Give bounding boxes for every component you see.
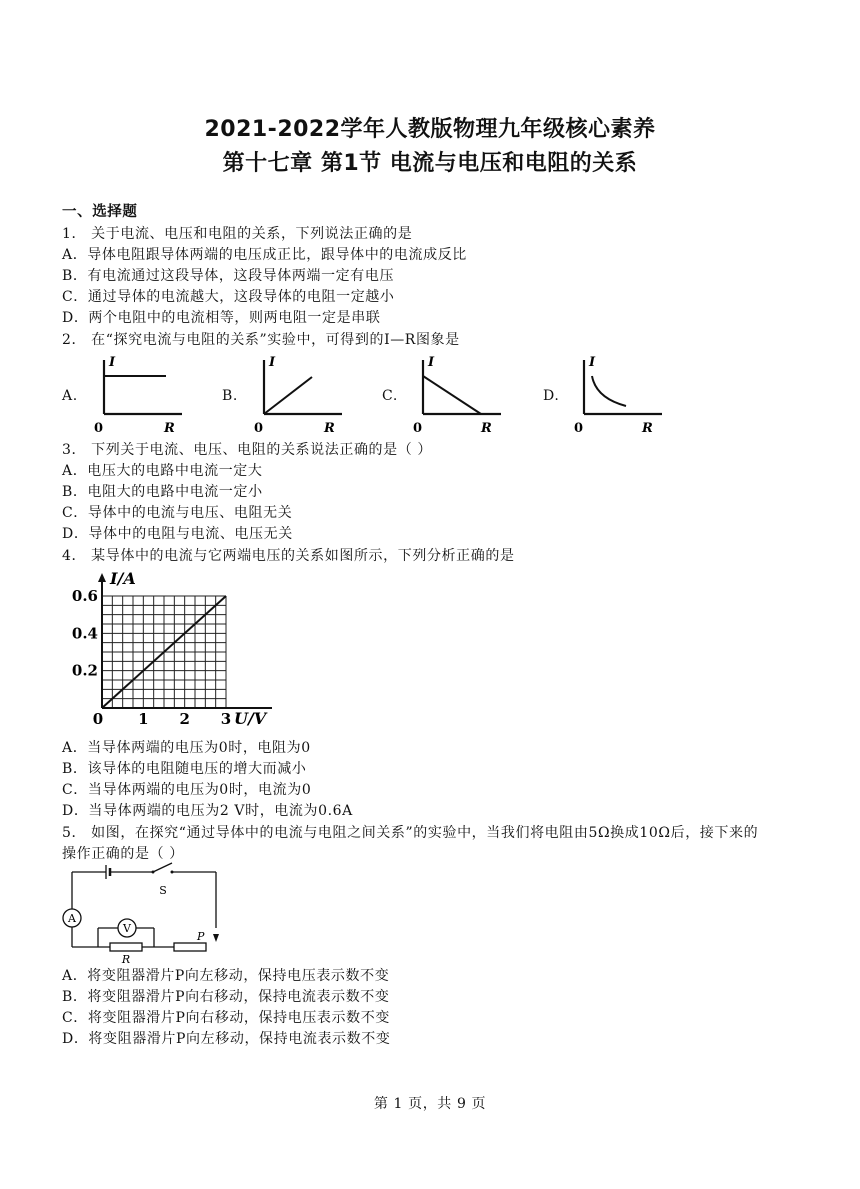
graph-c-curve — [423, 376, 481, 414]
q5-stem-line1: 5． 如图，在探究“通过导体中的电流与电阻之间关系”的实验中，当我们将电阻由5Ω换成10Ω后，接下来的 — [62, 825, 759, 841]
slider-arrow — [213, 934, 219, 942]
q1-option-d: D．两个电阻中的电流相等，则两电阻一定是串联 — [62, 310, 381, 326]
graph-d-curve — [592, 376, 626, 406]
switch-label: S — [159, 884, 167, 897]
voltmeter-label: V — [123, 922, 131, 935]
q2-stem: 2． 在“探究电流与电阻的关系”实验中，可得到的I—R图象是 — [62, 332, 460, 348]
section-heading: 一、选择题 — [62, 204, 138, 220]
graph-b-y-label: I — [269, 355, 276, 370]
chart-x-axis-label: U/V — [234, 709, 267, 728]
x-tick-label: 1 — [138, 710, 149, 728]
q3-option-d: D．导体中的电阻与电流、电压无关 — [62, 526, 293, 542]
q4-option-c: C．当导体两端的电压为0时，电流为0 — [62, 782, 312, 798]
q2-graph-b — [246, 350, 366, 438]
ammeter-label: A — [68, 912, 76, 925]
x-tick-label: 2 — [179, 710, 190, 728]
q2-graph-c — [405, 350, 525, 438]
q5-option-d: D．将变阻器滑片P向左移动，保持电流表示数不变 — [62, 1031, 391, 1047]
graph-d-origin: 0 — [574, 421, 584, 436]
q2-option-a-label: A. — [62, 388, 78, 404]
q4-option-d: D．当导体两端的电压为2 V时，电流为0.6A — [62, 803, 353, 819]
q2-option-b-label: B. — [222, 388, 238, 404]
q4-option-a: A．当导体两端的电压为0时，电阻为0 — [62, 740, 311, 756]
page-footer: 第 1 页，共 9 页 — [373, 1096, 487, 1112]
graph-b-origin: 0 — [254, 421, 264, 436]
q5-option-a: A．将变阻器滑片P向左移动，保持电压表示数不变 — [62, 968, 390, 984]
y-tick-label: 0.2 — [71, 661, 98, 680]
q3-option-b: B．电阻大的电路中电流一定小 — [62, 484, 263, 500]
document-subtitle: 第十七章 第1节 电流与电压和电阻的关系 — [222, 151, 638, 176]
rheostat — [174, 943, 206, 951]
graph-c-x-label: R — [481, 421, 492, 436]
graph-d-y-label: I — [589, 355, 596, 370]
q2-option-d-label: D. — [543, 388, 560, 404]
q2-option-c-label: C. — [382, 388, 398, 404]
q1-stem: 1． 关于电流、电压和电阻的关系，下列说法正确的是 — [62, 226, 413, 242]
q2-graph-a — [86, 350, 206, 438]
q5-option-c: C．将变阻器滑片P向右移动，保持电压表示数不变 — [62, 1010, 390, 1026]
graph-c-y-label: I — [428, 355, 435, 370]
graph-b-x-label: R — [324, 421, 335, 436]
x-tick-label: 0 — [92, 710, 104, 728]
chart-tick-labels — [72, 587, 231, 728]
y-tick-label: 0.6 — [71, 587, 98, 605]
graph-a-x-label: R — [164, 421, 175, 436]
resistor-label: R — [121, 953, 131, 964]
q1-option-c: C．通过导体的电流越大，这段导体的电阻一定越小 — [62, 289, 395, 305]
slider-label: P — [197, 930, 205, 943]
document-title: 2021-2022学年人教版物理九年级核心素养 — [204, 117, 656, 142]
x-tick-label: 3 — [220, 710, 232, 728]
q1-option-a: A．导体电阻跟导体两端的电压成正比，跟导体中的电流成反比 — [62, 247, 467, 263]
q1-option-b: B．有电流通过这段导体，这段导体两端一定有电压 — [62, 268, 395, 284]
q5-option-b: B．将变阻器滑片P向右移动，保持电流表示数不变 — [62, 989, 390, 1005]
graph-c-origin: 0 — [413, 421, 423, 436]
switch-blade — [153, 863, 172, 872]
q5-stem-line2: 操作正确的是（ ） — [62, 846, 184, 862]
graph-a-y-label: I — [109, 355, 116, 370]
y-tick-label: 0.4 — [71, 624, 98, 643]
q2-graph-d — [566, 350, 686, 438]
chart-y-axis-label: I/A — [110, 569, 136, 588]
q3-option-a: A．电压大的电路中电流一定大 — [62, 463, 263, 479]
graph-a-origin: 0 — [94, 421, 104, 436]
resistor-r — [110, 943, 142, 951]
q4-option-b: B．该导体的电阻随电压的增大而减小 — [62, 761, 307, 777]
q4-current-voltage-chart — [70, 568, 280, 738]
graph-d-x-label: R — [642, 421, 653, 436]
q4-stem: 4． 某导体中的电流与它两端电压的关系如图所示，下列分析正确的是 — [62, 548, 515, 564]
q5-circuit-diagram — [60, 862, 230, 964]
q3-stem: 3． 下列关于电流、电压、电阻的关系说法正确的是（ ） — [62, 442, 433, 458]
y-axis-arrow — [98, 573, 106, 582]
q3-option-c: C．导体中的电流与电压、电阻无关 — [62, 505, 293, 521]
graph-b-curve — [264, 377, 312, 414]
